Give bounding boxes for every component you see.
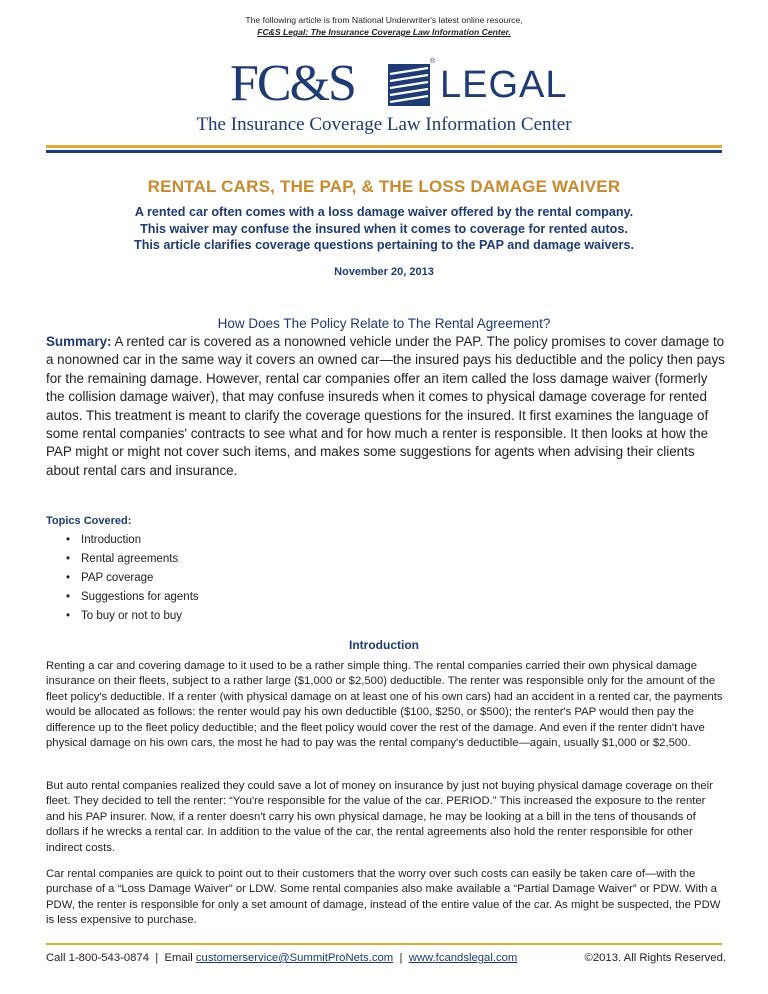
section-heading: How Does The Policy Relate to The Rental Agreement?	[217, 316, 551, 331]
topics-label: Topics Covered:	[46, 515, 132, 527]
source-notice-line: The following article is from National Underwriter's latest online resource,	[245, 15, 523, 25]
summary-label: Summary:	[46, 334, 112, 349]
footer-copyright: ©2013. All Rights Reserved.	[584, 952, 726, 964]
body-paragraph: Car rental companies are quick to point out to their customers that the worry over such costs can easily be taken care of—with the purchase of a “Loss Damage Waiver” or LDW. Some rental companies also make available a “Partial Damage Waiver” or PDW. With a PDW, the renter is responsible for only a set amount of damage, instead of the entire value of the car. As might be suspected, the PDW is less expensive to purchase.	[46, 868, 721, 927]
article-date: November 20, 2013	[334, 266, 434, 278]
subtitle-line: This waiver may confuse the insured when it comes to coverage for rented autos.	[140, 221, 628, 236]
introduction-heading: Introduction	[349, 638, 419, 652]
logo-legal-text: LEGAL	[440, 64, 568, 106]
list-item: • Rental agreements	[66, 550, 199, 569]
footer-website-link[interactable]: www.fcandslegal.com	[408, 952, 518, 964]
logo-tagline: The Insurance Coverage Law Information Center	[196, 114, 572, 135]
topics-list	[66, 531, 199, 626]
logo-stripes-icon	[388, 64, 430, 106]
footer-divider	[46, 943, 722, 945]
subtitle-line: A rented car often comes with a loss damage waiver offered by the rental company.	[134, 205, 634, 219]
header-divider-gold	[46, 145, 722, 148]
logo-brand-text: FC&S	[230, 55, 355, 112]
subtitle-line: This article clarifies coverage questions pertaining to the PAP and damage waivers.	[134, 238, 634, 252]
footer-email-label: Email	[164, 952, 196, 964]
list-item: • Suggestions for agents	[66, 588, 199, 607]
footer-separator: |	[393, 952, 409, 964]
header-divider-navy	[46, 150, 722, 153]
article-subtitle	[0, 204, 768, 254]
body-paragraph: Renting a car and covering damage to it used to be a rather simple thing. The rental companies carried their own physical damage insurance on their fleets, subject to a rather large ($1,000 or $2,500) deductible. The renter was responsible only for the amount of the fleet policy's deductible. If a renter (with physical damage on at least one of his own cars) had an accident in a rented car, the payments would be allocated as follows: the renter would pay his own deductible ($100, $250, or $500); the renter's PAP would then pay the difference up to the fleet policy deductible; and the fleet policy would cover the rest of the damage. And even if the renter didn't have physical damage on his own cars, the most he had to pay was the rental company's deductible—again, usually $1,000 or $2,500.	[46, 660, 723, 750]
page-footer	[46, 952, 726, 964]
body-paragraph: But auto rental companies realized they could save a lot of money on insurance by just not buying physical damage coverage on their fleet. They decided to tell the renter: “You're responsible for the value of the car. PERIOD.” This increased the exposure to the renter and his PAP insurer. Now, if a renter doesn't carry his own physical damage, he may be looking at a bill in the tens of thousands of dollars if he wrecks a rental car. In addition to the value of the car, the rental agreements also hold the renter responsible for other indirect costs.	[46, 780, 713, 854]
footer-email-link[interactable]: customerservice@SummitProNets.com	[195, 952, 394, 964]
footer-separator: |	[149, 952, 165, 964]
summary-text: A rented car is covered as a nonowned vehicle under the PAP. The policy promises to cover damage to a nonowned car in the same way it covers an owned car—the insured pays his deductible and the policy then pays for the remaining damage. However, rental car companies offer an item called the loss damage waiver (formerly the collision damage waiver), that may confuse insureds when it comes to physical damage coverage for rented autos. This treatment is meant to clarify the coverage questions for the insured. It first examines the language of some rental companies' contracts to see what and for how much a renter is responsible. It then looks at how the PAP might or might not cover such items, and makes some suggestions for agents when advising their clients about rental cars and insurance.	[46, 334, 725, 478]
summary-paragraph	[46, 333, 726, 480]
fcs-legal-logo	[0, 56, 768, 112]
list-item: • Introduction	[66, 531, 199, 550]
source-notice-link[interactable]: FC&S Legal: The Insurance Coverage Law Information Center.	[257, 27, 511, 37]
article-title: RENTAL CARS, THE PAP, & THE LOSS DAMAGE WAIVER	[147, 177, 621, 196]
footer-phone: Call 1-800-543-0874	[46, 952, 149, 964]
source-notice	[0, 14, 768, 38]
registered-mark: ®	[430, 58, 436, 65]
list-item: • To buy or not to buy	[66, 607, 199, 626]
list-item: • PAP coverage	[66, 569, 199, 588]
